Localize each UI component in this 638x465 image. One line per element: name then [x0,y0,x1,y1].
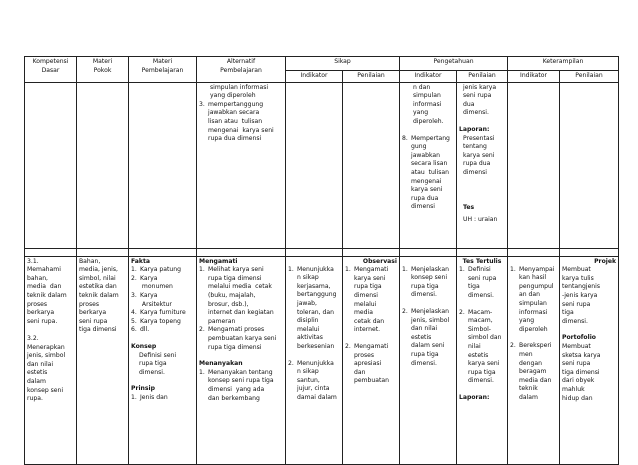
cell-empty [77,82,129,248]
cell-materi-pembelajaran [129,256,197,464]
list-item: 1. Menyampai kan hasil pengumpul an dan simpulan informasi yang diperoleh [510,265,555,333]
observasi-heading: Observasi [362,257,397,265]
list-item: 2. Menunjukka n sikap santun, jujur, cinta damai dalam [288,359,337,401]
tes-text: UH : uraian [463,216,498,224]
cell-sikap-penilaian [343,256,400,464]
list-item: 2. Karya monumen [131,274,173,291]
list-item: 1. Karya patung [131,266,181,274]
header-materi-pokok: Materi Pokok [77,57,129,83]
list-item: 1. Melihat karya seni rupa tiga dimensi melalui media cetak (buku, majalah, brosur, dsb.), internet dan kegiatan pameran [199,266,274,325]
menanyakan-heading: Menanyakan [199,360,243,368]
cell-pengetahuan-indikator-continued [400,82,457,248]
projek-text: Membuat karya tulis tentangjenis -jenis karya seni rupa tiga dimensi. [562,266,601,325]
header-pengetahuan: Pengetahuan [400,57,508,71]
header-alternatif-pembelajaran: Alternatif Pembelajaran [197,57,286,83]
list-item: 1. Mengamati karya seni rupa tiga dimensi melalui media cetak dan internet. [345,266,389,334]
header-row [25,57,619,71]
cell-empty [560,82,619,248]
pengetahuan-indikator-continued-text: n dan simpulan informasi yang diperoleh. [413,83,444,125]
laporan-label: Laporan: [459,393,490,401]
cell-empty [508,82,560,248]
laporan-text: Presentasi tentang karya seni rupa dua dimensi [463,134,495,176]
portofolio-text: Membuat sketsa karya seni rupa tiga dimensi dari obyek mahluk hidup dan [562,342,601,402]
table-row [25,82,619,248]
list-item: 2. Mengamati proses pembuatan karya seni rupa tiga dimensi [199,326,277,351]
fakta-heading: Fakta [131,257,150,265]
prinsip-heading: Prinsip [131,385,155,393]
cell-pengetahuan-penilaian [457,256,508,464]
list-item: 2. Menjelaskan jenis, simbol dan nilai estetis dalam seni rupa tiga dimensi. [402,307,450,367]
cell-keterampilan-indikator [508,256,560,464]
pengetahuan-penilaian-continued-text: jenis karya seni rupa dua dimensi. [463,83,497,117]
cell-pengetahuan-indikator [400,256,457,464]
tes-tertulis-heading: Tes Tertulis [462,257,502,265]
cell-empty [286,82,343,248]
cell-materi-pokok: Bahan, media, jenis, simbol, nilai estetika dan teknik dalam proses berkarya seni rupa tiga dimensi [77,256,129,464]
subheader-pengetahuan-penilaian: Penilaian [457,71,508,83]
list-item: 1. Jenis dan [131,393,168,401]
cell-sikap-indikator [286,256,343,464]
subheader-pengetahuan-indikator: Indikator [400,71,457,83]
cell-empty [343,82,400,248]
laporan-label: Laporan: [459,125,490,133]
cell-kompetensi-dasar: 3.1. Memahami bahan, media dan teknik dalam proses berkarya seni rupa. 3.2. Menerapkan jenis, simbol dan nilai estetis dalam konsep seni rupa. [25,256,77,464]
cell-keterampilan-penilaian [560,256,619,464]
list-item: 5. Karya topeng [131,317,181,325]
list-item: 3. mempertanggung jawabkan secara lisan atau tulisan mengenai karya seni rupa dua dimensi [199,100,274,143]
header-kompetensi-dasar: Kompetensi Dasar [25,57,77,83]
subheader-sikap-indikator: Indikator [286,71,343,83]
header-sikap: Sikap [286,57,400,71]
cell-empty [25,82,77,248]
cell-pengetahuan-penilaian-continued [457,82,508,248]
portofolio-heading: Portofolio [562,334,596,342]
projek-heading: Projek [594,257,617,265]
header-keterampilan: Keterampilan [508,57,619,71]
list-item: 4. Karya furniture [131,309,186,317]
spacer-row [25,248,619,256]
subheader-keterampilan-penilaian: Penilaian [560,71,619,83]
list-item: 6. dll. [131,326,150,334]
konsep-heading: Konsep [131,342,157,350]
konsep-text: Definisi seni rupa tiga dimensi. [139,351,177,376]
subheader-sikap-penilaian: Penilaian [343,71,400,83]
list-item: 2. Macam- macam, Simbol- simbol dan nilai estetis karya seni rupa tiga dimensi. [459,308,502,385]
syllabus-table [24,56,619,465]
cell-alternatif-pembelajaran [197,256,286,464]
cell-alternatif-continued [197,82,286,248]
list-item: 1. Definisi seni rupa tiga dimensi. [459,266,497,299]
list-item: 1. Menjelaskan konsep seni rupa tiga dimensi. [402,265,449,299]
list-item: 1. Menanyakan tentang konsep seni rupa tiga dimensi yang ada dan berkembang [199,368,274,402]
header-materi-pembelajaran: Materi Pembelajaran [129,57,197,83]
list-item: 1. Menunjukka n sikap kerjasama, bertanggung jawab, toleran, dan disiplin melalui aktivitas berkesenian [288,265,337,350]
cell-empty [129,82,197,248]
subheader-keterampilan-indikator: Indikator [508,71,560,83]
mengamati-heading: Mengamati [199,257,238,265]
list-item: 3. Karya Arsitektur [131,291,172,308]
alternatif-continued-text: simpulan informasi yang diperoleh [210,83,269,100]
table-row [25,256,619,464]
list-item: 2. Mengamati proses apresiasi dan pembuatan [345,342,390,385]
list-item: 8. Mempertang gung jawabkan secara lisan atau tulisan mengenai karya seni rupa dua dimensi [402,134,450,211]
list-item: 2. Bereksperi men dengan beragam media dan teknik dalam [510,342,552,401]
tes-label: Tes [463,203,475,211]
